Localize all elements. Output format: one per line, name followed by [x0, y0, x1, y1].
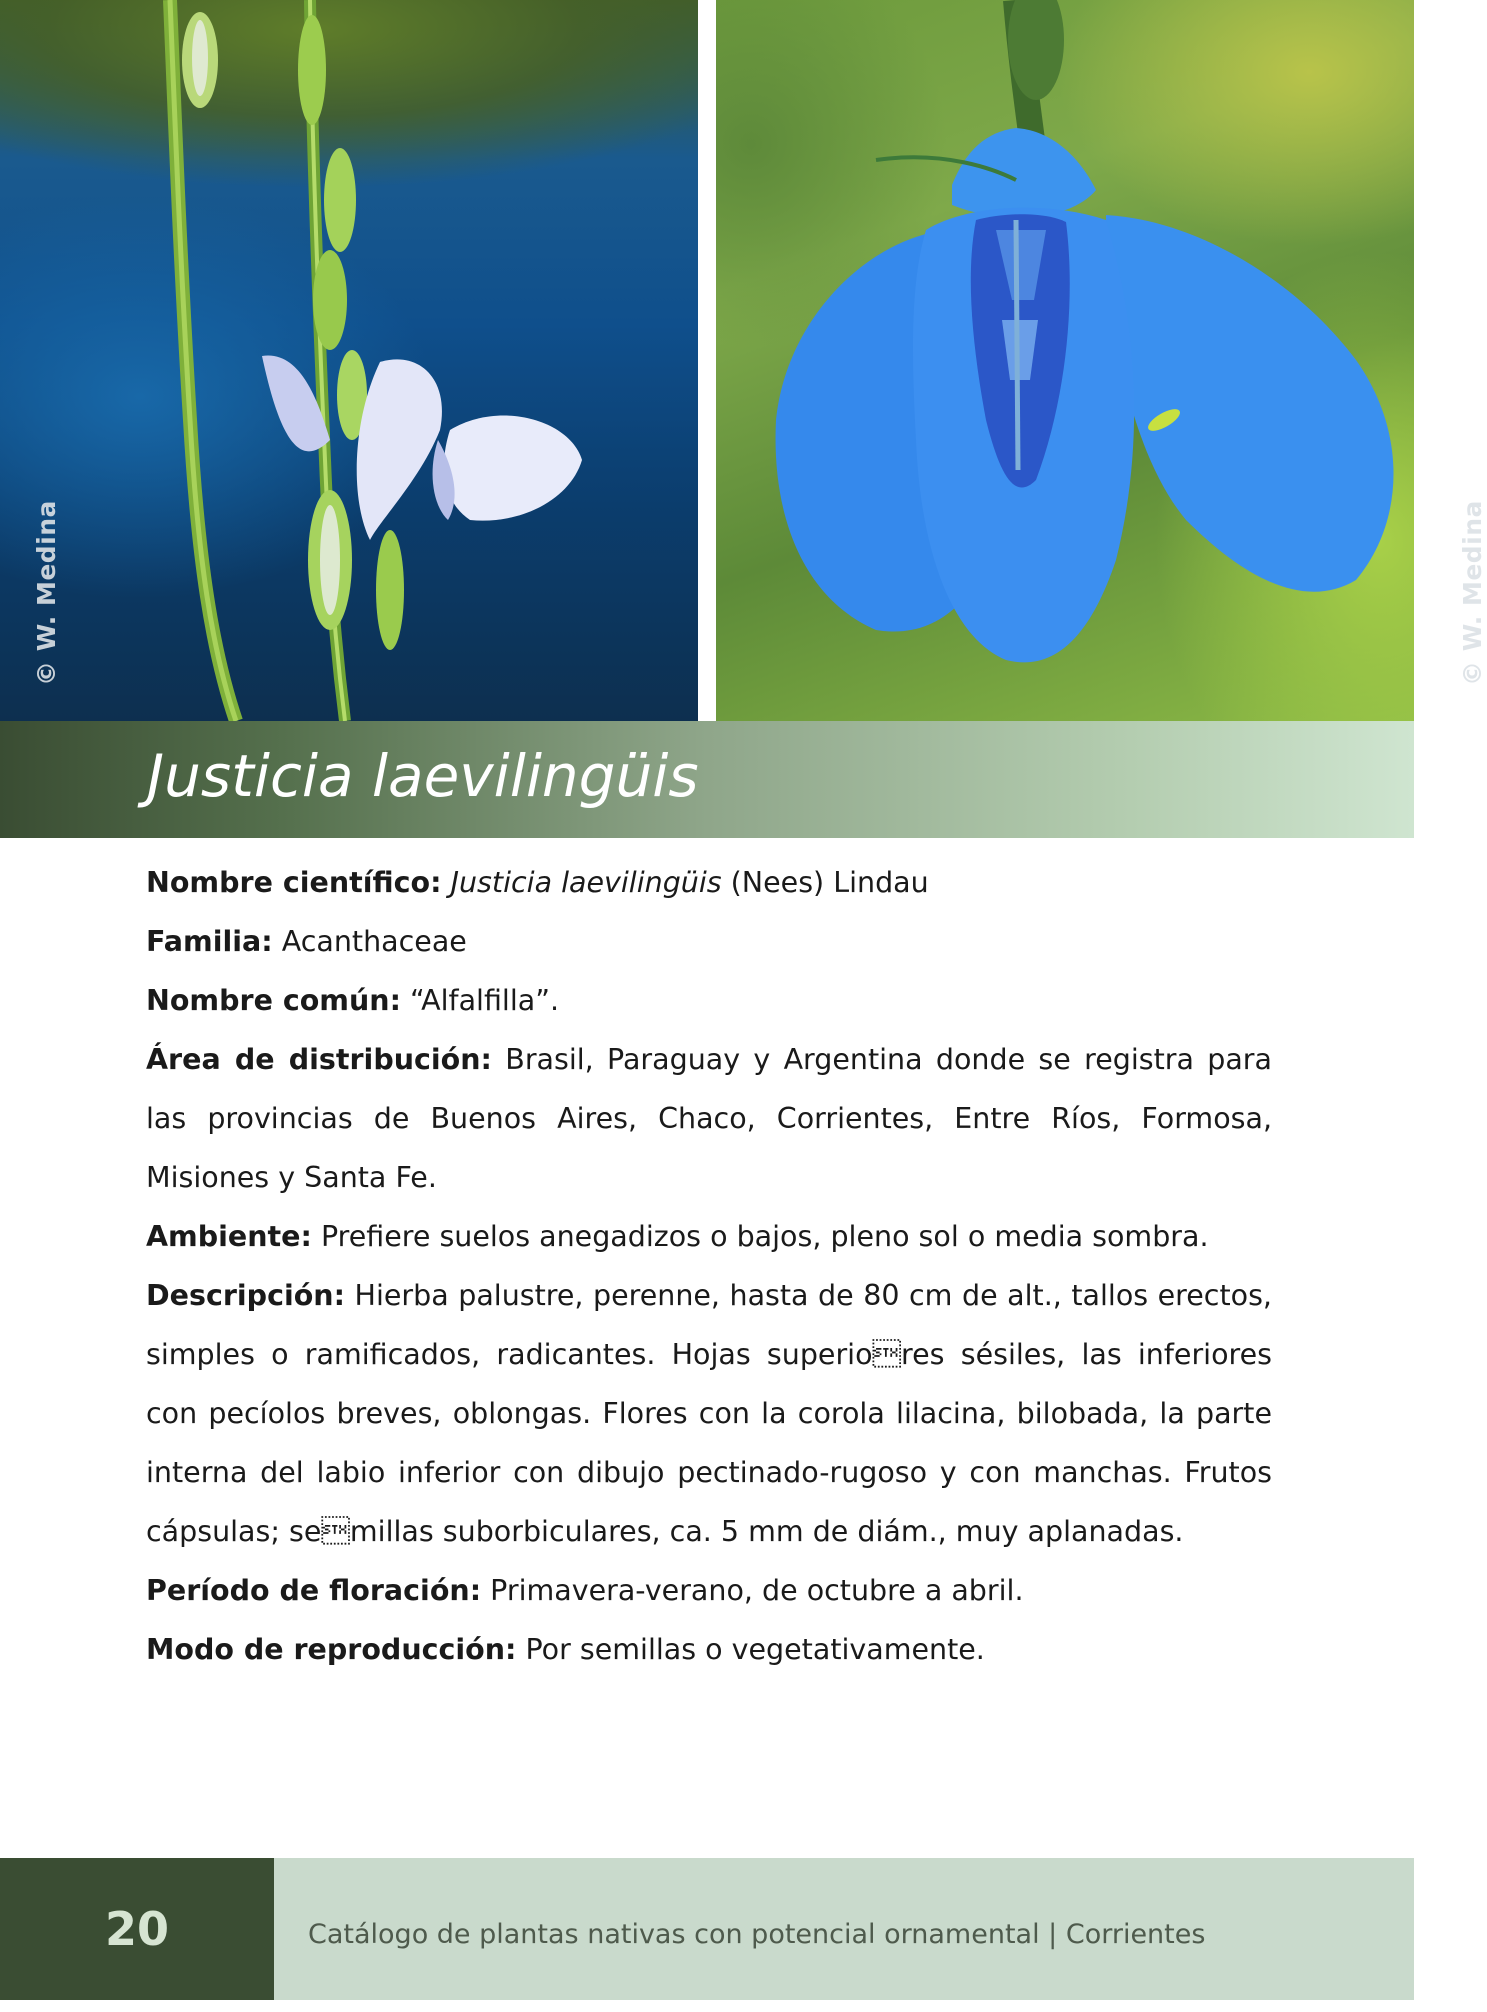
field-value: Por semillas o vegetativamente. [516, 1633, 985, 1666]
footer-bar [274, 1858, 1414, 2000]
field-value: “Alfalfilla”. [400, 984, 560, 1017]
field-label: Descripción: [146, 1279, 345, 1312]
flower-photo-right [716, 0, 1414, 721]
footer-page-number-box [0, 1858, 274, 2000]
field-family [146, 912, 1272, 971]
photo-credit-left: © W. Medina [32, 500, 61, 686]
scientific-authority: (Nees) Lindau [721, 866, 929, 899]
flower-photo-left [0, 0, 698, 721]
field-value: Brasil, Paraguay y Argentina donde se registra para las provincias de Buenos Aires, Chaco, Corrientes, Entre Ríos, Formosa, Misiones y Santa Fe. [146, 1043, 1272, 1194]
field-reproduction [146, 1620, 1272, 1679]
field-flowering-period [146, 1561, 1272, 1620]
field-label: Período de floración: [146, 1574, 482, 1607]
photo-left [0, 0, 698, 721]
field-label: Área de distribución: [146, 1043, 492, 1076]
field-value: Primavera-verano, de octubre a abril. [481, 1574, 1024, 1607]
species-details [146, 853, 1272, 1679]
field-label: Nombre científico: [146, 866, 442, 899]
field-label: Ambiente: [146, 1220, 312, 1253]
field-description [146, 1266, 1272, 1561]
field-distribution [146, 1030, 1272, 1207]
field-value: Hierba palustre, perenne, hasta de 80 cm de alt., tallos erectos, simples o ramificados, radicantes. Hojas superiores sésiles, las inferiores con pecíolos breves, oblongas. Flores con la corola lilacina, bilobada, la parte interna del labio inferior con dibujo pectinado-rugoso y con manchas. Frutos cápsulas; semillas suborbiculares, ca. 5 mm de diám., muy aplanadas. [146, 1279, 1272, 1548]
species-title: Justicia laevilingüis [147, 742, 699, 810]
field-label: Familia: [146, 925, 273, 958]
page-number: 20 [104, 1902, 169, 1956]
title-banner [0, 721, 1414, 838]
field-habitat [146, 1207, 1272, 1266]
footer-catalog-title: Catálogo de plantas nativas con potencial ornamental | Corrientes [308, 1919, 1206, 1950]
field-value: Prefiere suelos anegadizos o bajos, pleno sol o media sombra. [311, 1220, 1209, 1253]
field-common-name [146, 971, 1272, 1030]
field-scientific-name [146, 853, 1272, 912]
field-label: Nombre común: [146, 984, 401, 1017]
photo-credit-right: © W. Medina [1458, 500, 1487, 686]
field-label: Modo de reproducción: [146, 1633, 517, 1666]
scientific-binomial: Justicia laevilingüis [450, 866, 722, 899]
field-value: Acanthaceae [272, 925, 467, 958]
photo-right [716, 0, 1487, 721]
